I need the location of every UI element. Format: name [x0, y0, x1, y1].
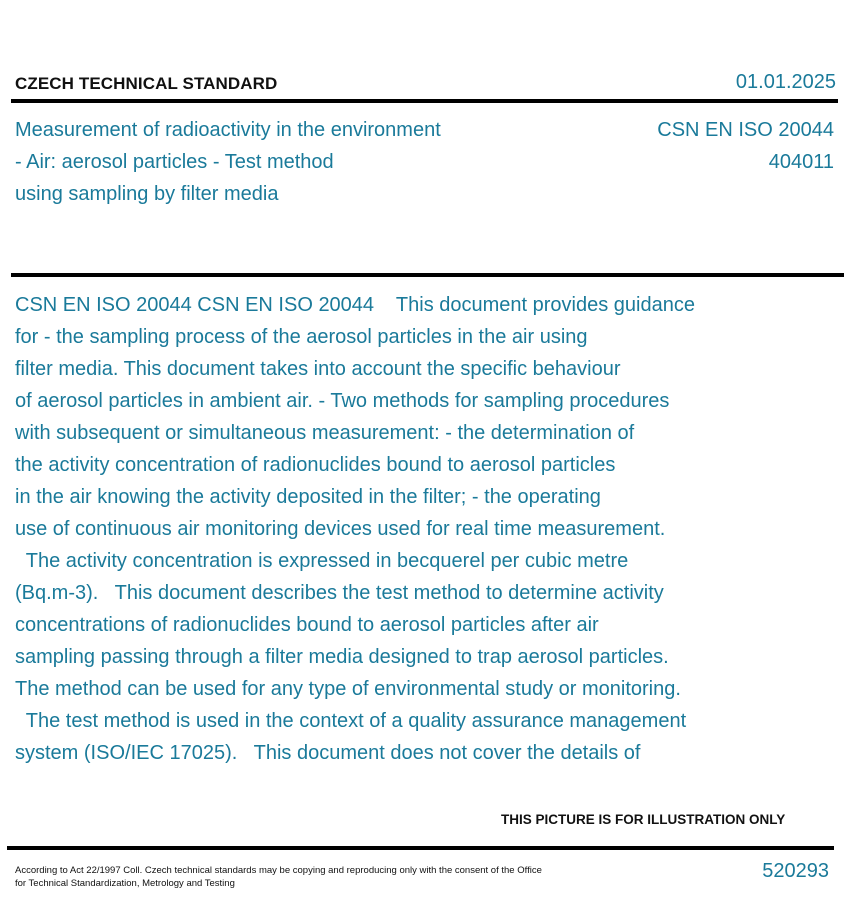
abstract-text [15, 289, 805, 769]
title-divider [11, 273, 844, 277]
footer-legal-line: According to Act 22/1997 Coll. Czech technical standards may be copying and reproducing only with the consent of the Office [15, 865, 542, 876]
abstract-line: concentrations of radionuclides bound to aerosol particles after air [15, 614, 599, 636]
standard-identifiers [657, 114, 834, 178]
abstract-line: system (ISO/IEC 17025). This document does not cover the details of [15, 742, 641, 764]
abstract-line: CSN EN ISO 20044 CSN EN ISO 20044 This document provides guidance [15, 294, 695, 316]
standard-number: CSN EN ISO 20044 [657, 119, 834, 141]
abstract-line: The activity concentration is expressed in becquerel per cubic metre [15, 550, 629, 572]
abstract-line: The test method is used in the context of a quality assurance management [15, 710, 687, 732]
footer-legal-notice [15, 864, 615, 890]
document-title-line: - Air: aerosol particles - Test method [15, 151, 334, 173]
abstract-line: the activity concentration of radionuclides bound to aerosol particles [15, 454, 616, 476]
footer-product-code: 520293 [762, 860, 829, 882]
abstract-line: with subsequent or simultaneous measurement: - the determination of [15, 422, 635, 444]
abstract-line: for - the sampling process of the aerosol particles in the air using [15, 326, 588, 348]
abstract-line: in the air knowing the activity deposited in the filter; - the operating [15, 486, 601, 508]
abstract-line: (Bq.m-3). This document describes the test method to determine activity [15, 582, 664, 604]
abstract-line: The method can be used for any type of environmental study or monitoring. [15, 678, 681, 700]
document-title-line: Measurement of radioactivity in the environment [15, 119, 441, 141]
illustration-note: THIS PICTURE IS FOR ILLUSTRATION ONLY [501, 812, 786, 827]
abstract-line: of aerosol particles in ambient air. - Two methods for sampling procedures [15, 390, 670, 412]
document-title-line: using sampling by filter media [15, 183, 279, 205]
header-title: CZECH TECHNICAL STANDARD [15, 74, 278, 93]
abstract-line: use of continuous air monitoring devices used for real time measurement. [15, 518, 666, 540]
document-title [15, 114, 515, 210]
abstract-line: sampling passing through a filter media designed to trap aerosol particles. [15, 646, 669, 668]
footer-legal-line: for Technical Standardization, Metrology and Testing [15, 878, 235, 889]
footer-divider [7, 846, 834, 850]
header-divider [11, 99, 838, 103]
header-date: 01.01.2025 [735, 71, 836, 93]
classification-code: 404011 [768, 151, 834, 173]
abstract-line: filter media. This document takes into account the specific behaviour [15, 358, 621, 380]
